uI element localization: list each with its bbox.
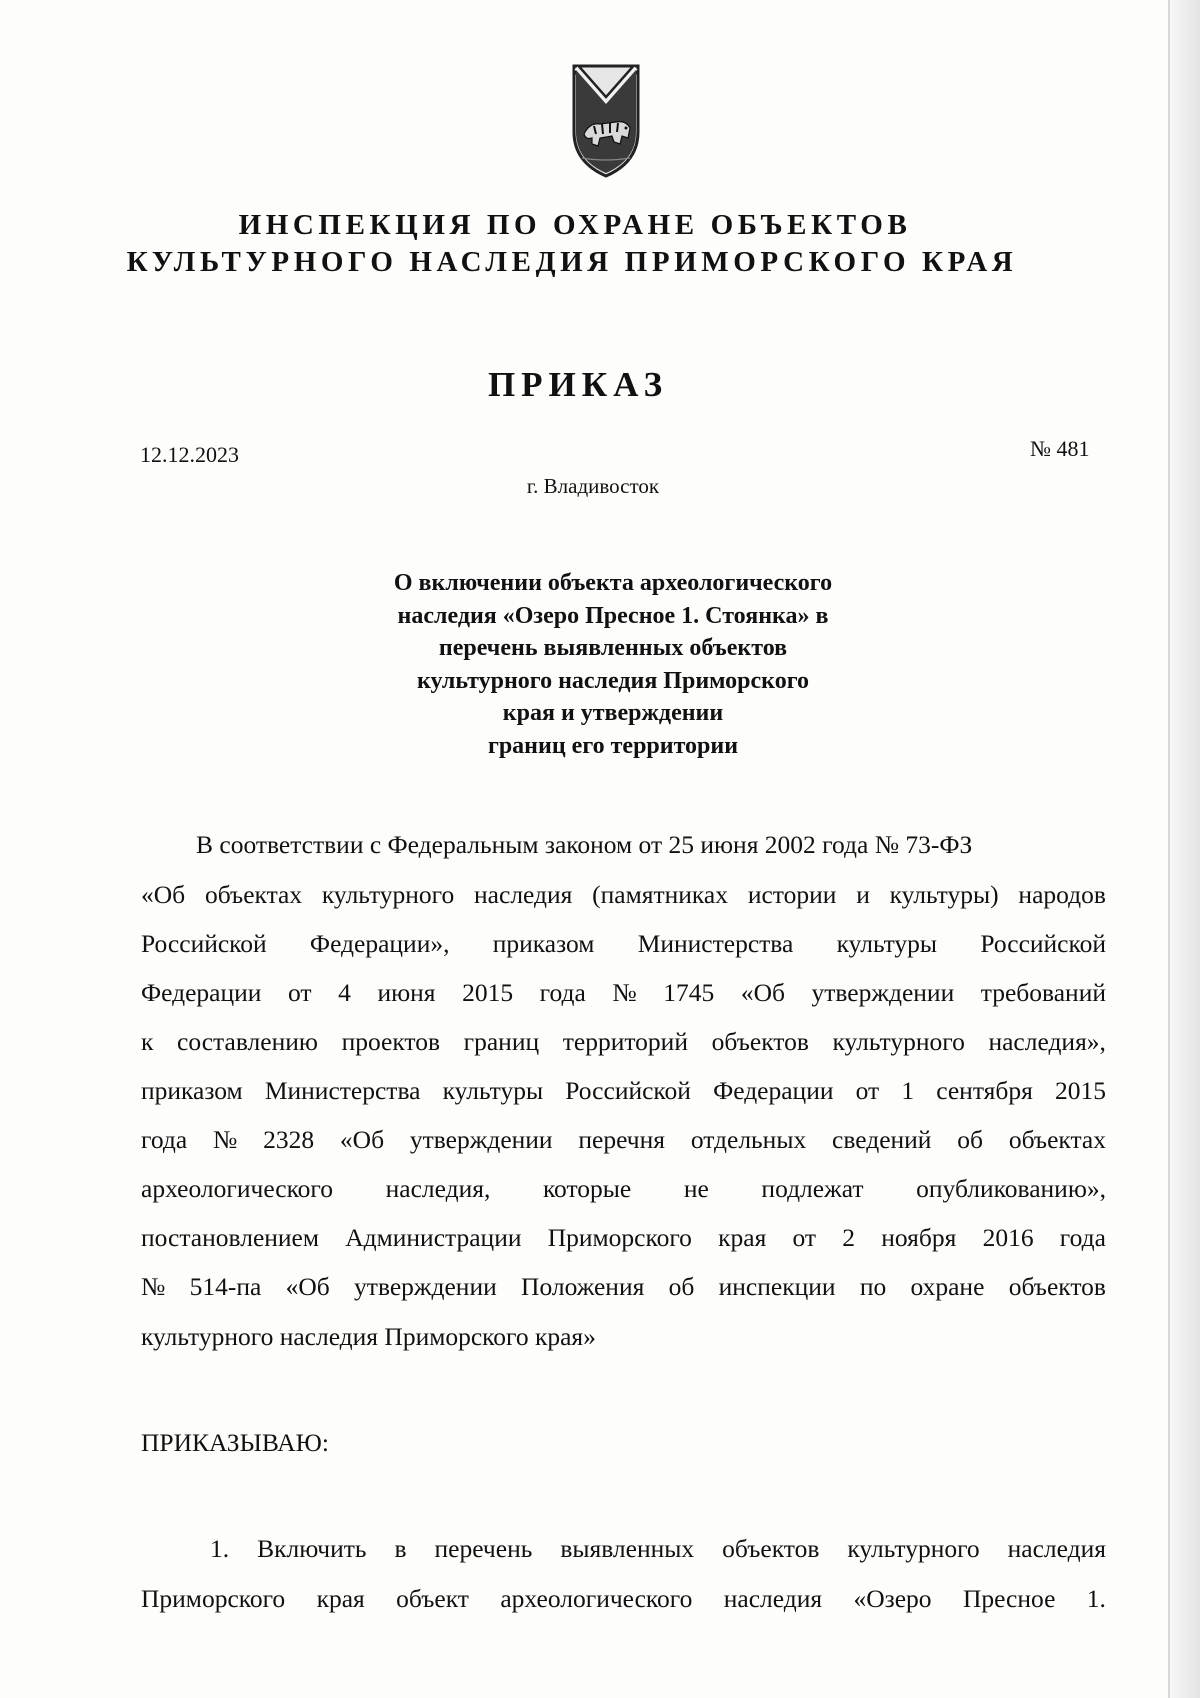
word: Федерации (141, 978, 262, 1007)
word: истории (747, 880, 837, 909)
word: не (683, 1174, 709, 1203)
page-edge-shadow (1170, 0, 1200, 1698)
word: края (316, 1584, 365, 1613)
preamble-line (141, 929, 1106, 959)
word: которые (542, 1174, 632, 1203)
word: наследия (723, 1584, 823, 1613)
word: объектах (204, 880, 303, 909)
word: края (718, 1223, 767, 1252)
subject-line: края и утверждении (502, 700, 724, 727)
word: (памятниках (592, 880, 729, 909)
word: сведений (832, 1125, 932, 1154)
document-number: № 481 (1030, 436, 1090, 461)
word: территорий (562, 1027, 688, 1056)
word: 514-па (189, 1272, 262, 1301)
preamble-line (141, 978, 1106, 1008)
word: культурного (321, 880, 455, 909)
word: года (141, 1125, 188, 1154)
word: «Об (285, 1272, 330, 1301)
word: Пресное (962, 1584, 1056, 1613)
word: по (859, 1272, 887, 1301)
word: Положения (521, 1272, 645, 1301)
word: народов (1018, 880, 1106, 909)
word: культурного (847, 1534, 980, 1563)
word: приказом (492, 929, 595, 958)
word: «Озеро (853, 1584, 932, 1613)
item-1-line (141, 1584, 1106, 1614)
word: требований (980, 978, 1106, 1007)
word: культуры) (889, 880, 999, 909)
preamble-line (141, 1125, 1106, 1155)
word: объектов (711, 1027, 809, 1056)
word: утверждении (811, 978, 955, 1007)
word: «Об (141, 880, 186, 909)
preamble-line (141, 1027, 1106, 1057)
word: наследия (1007, 1534, 1106, 1563)
word: наследия, (385, 1174, 491, 1203)
word: инспекции (718, 1272, 836, 1301)
word: объектов (1008, 1272, 1106, 1301)
word: культуры (836, 929, 938, 958)
word: от (288, 978, 312, 1007)
word: от (855, 1076, 880, 1105)
preamble-line (141, 1272, 1106, 1302)
word: охране (910, 1272, 985, 1301)
subject-line: культурного наследия Приморского (416, 667, 809, 694)
word: отдельных (690, 1125, 807, 1154)
word: сентября (936, 1076, 1033, 1105)
word: № (612, 978, 637, 1007)
preamble-line (141, 1076, 1106, 1106)
subject-line: наследия «Озеро Пресное 1. Стоянка» в (397, 602, 829, 629)
word: археологического (500, 1584, 693, 1613)
word: 2328 (263, 1125, 315, 1154)
document-type-title: ПРИКАЗ (487, 365, 669, 404)
word: Министерства (637, 929, 794, 958)
document-date: 12.12.2023 (140, 442, 239, 467)
word: года (539, 978, 586, 1007)
word: выявленных (560, 1534, 695, 1563)
word: проектов (341, 1027, 440, 1056)
word: 2015 (462, 978, 514, 1007)
word: Федерации (713, 1076, 834, 1105)
order-subject (340, 567, 886, 763)
word: утверждении (354, 1272, 497, 1301)
word: об (957, 1125, 984, 1154)
preamble-line (141, 1223, 1106, 1253)
word: ноября (881, 1223, 957, 1252)
word: 2 (842, 1223, 856, 1252)
preamble-line (141, 880, 1106, 910)
word: перечень (434, 1534, 533, 1563)
word: утверждении (409, 1125, 553, 1154)
word: Министерства (264, 1076, 421, 1105)
subject-line: О включении объекта археологического (393, 570, 833, 596)
word: 4 (338, 978, 351, 1007)
preamble-line: В соответствии с Федеральным законом от 25 июня 2002 года № 73-ФЗ (196, 830, 973, 859)
word: объект (396, 1584, 469, 1613)
word: Российской (141, 929, 267, 958)
order-word: ПРИКАЗЫВАЮ: (141, 1428, 329, 1457)
agency-name-line1: ИНСПЕКЦИЯ ПО ОХРАНЕ ОБЪЕКТОВ (238, 209, 912, 241)
word: Включить (257, 1534, 367, 1563)
subject-line: перечень выявленных объектов (438, 635, 788, 662)
word: «Об (339, 1125, 385, 1154)
subject-line: границ его территории (487, 732, 739, 759)
word: Приморского (141, 1584, 286, 1613)
coat-of-arms-icon (570, 62, 642, 182)
agency-name-line2: КУЛЬТУРНОГО НАСЛЕДИЯ ПРИМОРСКОГО КРАЯ (126, 246, 1018, 278)
word: 1 (901, 1076, 915, 1105)
word: Приморского (547, 1223, 692, 1252)
word: года (1059, 1223, 1106, 1252)
word: объектов (722, 1534, 820, 1563)
word: границ (463, 1027, 540, 1056)
word: перечня (578, 1125, 665, 1154)
word: подлежат (761, 1174, 864, 1203)
word: Федерации», (309, 929, 450, 958)
word: объектах (1008, 1125, 1106, 1154)
word: культуры (442, 1076, 544, 1105)
word: Российской (980, 929, 1106, 958)
word: от (792, 1223, 817, 1252)
word: опубликованию», (916, 1174, 1106, 1203)
word: приказом (141, 1076, 243, 1105)
preamble-line: культурного наследия Приморского края» (141, 1322, 596, 1351)
item-1-line (210, 1534, 1106, 1564)
word: Российской (565, 1076, 691, 1105)
word: к (141, 1027, 154, 1056)
word: составлению (177, 1027, 318, 1056)
word: в (394, 1534, 407, 1563)
word: археологического (141, 1174, 334, 1203)
word: Администрации (345, 1223, 522, 1252)
word: об (668, 1272, 695, 1301)
word: и (856, 880, 870, 909)
document-city: г. Владивосток (526, 474, 660, 498)
word: 1. (210, 1534, 230, 1563)
word: № (141, 1272, 166, 1301)
word: 2016 (982, 1223, 1034, 1252)
word: наследия», (988, 1027, 1106, 1056)
word: постановлением (141, 1223, 320, 1252)
word: № (212, 1125, 238, 1154)
word: наследия (474, 880, 573, 909)
word: 1745 (663, 978, 715, 1007)
word: июня (377, 978, 436, 1007)
word: культурного (832, 1027, 965, 1056)
preamble-line (141, 1174, 1106, 1204)
word: 1. (1086, 1584, 1106, 1613)
word: 2015 (1054, 1076, 1106, 1105)
word: «Об (740, 978, 785, 1007)
